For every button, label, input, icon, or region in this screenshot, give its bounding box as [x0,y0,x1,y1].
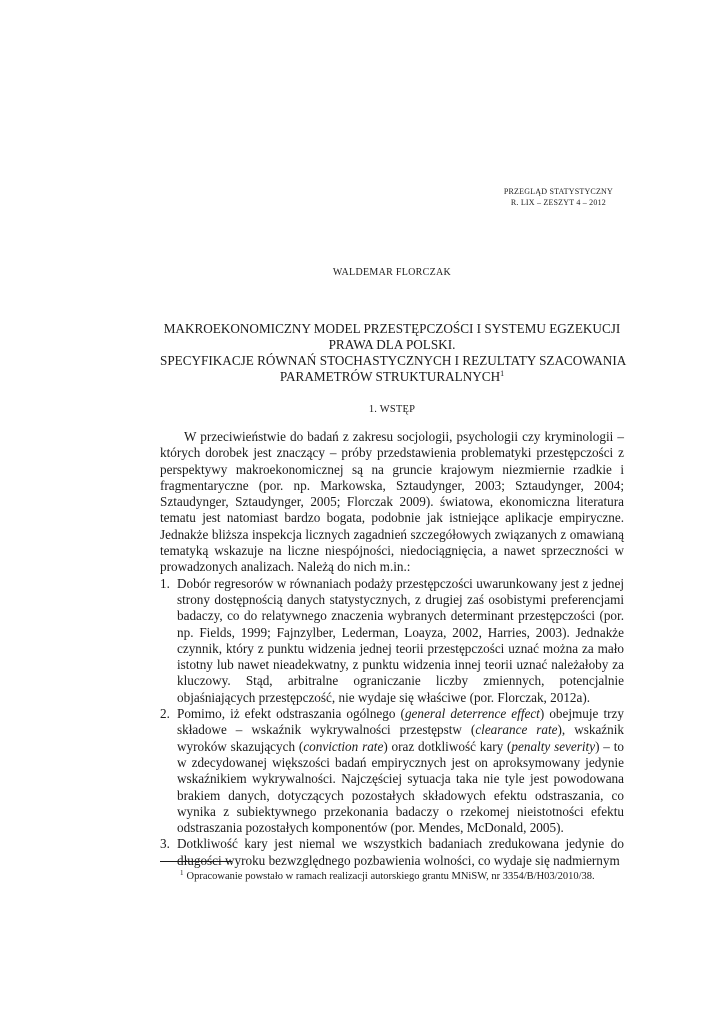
list-item-text: Pomimo, iż efekt odstraszania ogólnego (general deterrence effect) obejmuje trzy składowe – wskaźnik wykrywalności przestępstw (clearance rate), wskaźnik wyroków skazujących (conviction rate) oraz dotkliwość kary (penalty severity) – to w zdecydowanej większości badań empirycznych jest on aproksymowany jedynie wskaźnikiem wykrywalności. Najczęściej sytuacja taka nie tyle jest powodowana brakiem danych, dotyczących pozostałych składowych efektu odstraszania, co wynika z subiektywnego przekonania badaczy o rzekomej nieistotności efektu odstraszania pozostałych komponentów (por. Mendes, McDonald, 2005). [177,706,625,836]
emphasis-term: conviction rate [303,738,384,754]
title-line: PRAWA DLA POLSKI. [328,337,456,352]
author-name: WALDEMAR FLORCZAK [332,267,452,278]
list-item [160,576,624,706]
section-heading: 1. WSTĘP [368,404,416,415]
issues-list [160,576,624,869]
emphasis-term: clearance rate [475,722,558,738]
emphasis-term: general deterrence effect [404,706,540,722]
footnote [160,870,624,883]
footnote-text: Opracowanie powstało w ramach realizacji autorskiego grantu MNiSW, nr 3354/B/H03/2010/38. [186,871,595,882]
emphasis-term: penalty severity [511,738,596,754]
body-text [160,429,624,869]
list-item-text: Dobór regresorów w równaniach podaży przestępczości uwarunkowany jest z jednej strony dostępnością danych statystycznych, z drugiej zaś osobistymi preferencjami badaczy, co do relatywnego znaczenia wybranych determinant przestępczości (por. np. Fields, 1999; Fajnzylber, Lederman, Loayza, 2002, Harries, 2003). Jednakże czynnik, który z punktu widzenia jednej teorii przestępczości uznać można za mało istotny lub nawet nieadekwatny, z punktu widzenia innej teorii uznać należałoby za kluczowy. Stąd, arbitralne ograniczanie liczby zmiennych, potencjalnie objaśniających przestępczość, nie wydaje się właściwe (por. Florczak, 2012a). [177,575,624,705]
list-item [160,706,624,836]
intro-paragraph: W przeciwieństwie do badań z zakresu socjologii, psychologii czy kryminologii – których dorobek jest znaczący – próby przedstawienia problematyki przestępczości z perspektywy makroekonomicznej są na gruncie krajowym niezmiernie rzadkie i fragmentaryczne (por. np. Markowska, Sztaudynger, 2003; Sztaudynger, 2004; Sztaudynger, Sztaudynger, 2005; Florczak 2009). światowa, ekonomiczna literatura tematu jest natomiast bardzo bogata, podobnie jak istniejące aplikacje empiryczne. Jednakże bliższa inspekcja licznych zagadnień szczegółowych związanych z omawianą tematyką wskazuje na liczne niespójności, niedociągnięcia, a nawet sprzeczności w prowadzonych analizach. Należą do nich m.in.: [160,429,624,575]
list-item-number: 1. [160,575,170,591]
list-item [160,836,624,869]
title-footnote-marker: 1 [500,369,505,378]
journal-header [504,186,613,208]
journal-name: PRZEGLĄD STATYSTYCZNY [503,187,613,196]
title-line: SPECYFIKACJE RÓWNAŃ STOCHASTYCZNYCH I REZULTATY SZACOWANIA [160,353,627,368]
title-line: MAKROEKONOMICZNY MODEL PRZESTĘPCZOŚCI I SYSTEMU EGZEKUCJI [163,321,621,336]
title-line-text: PARAMETRÓW STRUKTURALNYCH [279,369,501,384]
article-title [160,321,627,385]
list-item-number: 3. [160,836,170,852]
journal-issue: R. LIX – ZESZYT 4 – 2012 [510,198,606,207]
title-line [160,369,624,385]
footnote-marker: 1 [180,869,184,877]
footnote-divider [160,861,232,862]
list-item-number: 2. [160,706,170,722]
list-item-text: Dotkliwość kary jest niemal we wszystkich badaniach zredukowana jedynie do długości wyroku bezwzględnego pozbawienia wolności, co wydaje się nadmiernym [177,836,624,868]
